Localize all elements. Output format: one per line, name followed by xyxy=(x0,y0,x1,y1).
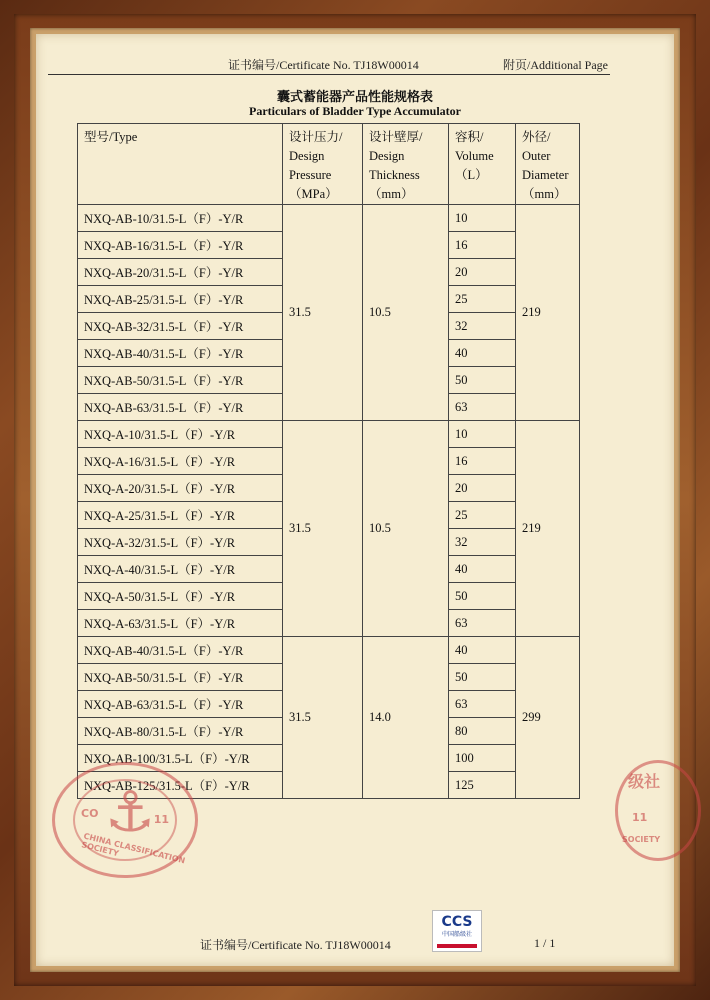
volume-cell: 50 xyxy=(449,583,516,610)
accumulator-spec-table xyxy=(77,123,580,799)
volume-cell: 25 xyxy=(449,502,516,529)
thickness-cell: 14.0 xyxy=(363,637,449,799)
diameter-cell: 219 xyxy=(516,421,580,637)
ccs-seal-stamp xyxy=(52,762,198,878)
model-cell: NXQ-AB-63/31.5-L（F）-Y/R xyxy=(78,691,283,718)
seal-ring-text: CHINA CLASSIFICATION SOCIETY xyxy=(80,831,187,866)
model-cell: NXQ-AB-63/31.5-L（F）-Y/R xyxy=(78,394,283,421)
ccs-logo xyxy=(432,910,482,952)
partial-seal-number: 11 xyxy=(632,811,648,824)
anchor-icon: ⚓ xyxy=(105,780,156,845)
column-header-volume: 容积/ Volume （L） xyxy=(449,124,516,205)
volume-cell: 40 xyxy=(449,340,516,367)
model-cell: NXQ-A-63/31.5-L（F）-Y/R xyxy=(78,610,283,637)
model-cell: NXQ-A-25/31.5-L（F）-Y/R xyxy=(78,502,283,529)
model-cell: NXQ-AB-40/31.5-L（F）-Y/R xyxy=(78,340,283,367)
seal-prefix: CO xyxy=(81,807,99,820)
volume-cell: 80 xyxy=(449,718,516,745)
header-additional-page: 附页/Additional Page xyxy=(503,58,608,72)
model-cell: NXQ-A-16/31.5-L（F）-Y/R xyxy=(78,448,283,475)
volume-cell: 10 xyxy=(449,421,516,448)
thickness-cell: 10.5 xyxy=(363,205,449,421)
volume-cell: 63 xyxy=(449,691,516,718)
volume-cell: 32 xyxy=(449,313,516,340)
volume-cell: 20 xyxy=(449,475,516,502)
column-header-pressure: 设计压力/ Design Pressure （MPa） xyxy=(283,124,363,205)
model-cell: NXQ-AB-20/31.5-L（F）-Y/R xyxy=(78,259,283,286)
volume-cell: 40 xyxy=(449,637,516,664)
model-cell: NXQ-AB-40/31.5-L（F）-Y/R xyxy=(78,637,283,664)
volume-cell: 16 xyxy=(449,448,516,475)
model-cell: NXQ-A-50/31.5-L（F）-Y/R xyxy=(78,583,283,610)
model-cell: NXQ-A-32/31.5-L（F）-Y/R xyxy=(78,529,283,556)
volume-cell: 16 xyxy=(449,232,516,259)
volume-cell: 125 xyxy=(449,772,516,799)
volume-cell: 63 xyxy=(449,610,516,637)
volume-cell: 40 xyxy=(449,556,516,583)
model-cell: NXQ-AB-25/31.5-L（F）-Y/R xyxy=(78,286,283,313)
diameter-cell: 299 xyxy=(516,637,580,799)
pressure-cell: 31.5 xyxy=(283,205,363,421)
ccs-logo-mark: CCS xyxy=(441,914,473,930)
column-header-thickness: 设计壁厚/ Design Thickness （mm） xyxy=(363,124,449,205)
model-cell: NXQ-AB-32/31.5-L（F）-Y/R xyxy=(78,313,283,340)
partial-seal-ring-text: SOCIETY xyxy=(622,835,661,844)
volume-cell: 32 xyxy=(449,529,516,556)
volume-cell: 50 xyxy=(449,367,516,394)
diameter-cell: 219 xyxy=(516,205,580,421)
ccs-logo-subtitle: 中国船级社 xyxy=(441,931,472,938)
model-cell: NXQ-AB-50/31.5-L（F）-Y/R xyxy=(78,664,283,691)
thickness-cell: 10.5 xyxy=(363,421,449,637)
volume-cell: 20 xyxy=(449,259,516,286)
seal-number: 11 xyxy=(153,813,169,826)
volume-cell: 25 xyxy=(449,286,516,313)
table-row xyxy=(78,637,580,664)
model-cell: NXQ-A-40/31.5-L（F）-Y/R xyxy=(78,556,283,583)
ccs-logo-bar xyxy=(437,944,477,948)
model-cell: NXQ-A-20/31.5-L（F）-Y/R xyxy=(78,475,283,502)
footer-certificate-number: 证书编号/Certificate No. TJ18W00014 xyxy=(200,938,391,952)
column-header-type: 型号/Type xyxy=(78,124,283,205)
title-chinese: 囊式蓄能器产品性能规格表 xyxy=(276,89,433,104)
title-english: Particulars of Bladder Type Accumulator xyxy=(249,104,461,118)
page-header xyxy=(48,52,610,75)
model-cell: NXQ-AB-10/31.5-L（F）-Y/R xyxy=(78,205,283,232)
pressure-cell: 31.5 xyxy=(283,421,363,637)
model-cell: NXQ-AB-100/31.5-L（F）-Y/R xyxy=(78,745,283,772)
model-cell: NXQ-AB-16/31.5-L（F）-Y/R xyxy=(78,232,283,259)
pressure-cell: 31.5 xyxy=(283,637,363,799)
model-cell: NXQ-AB-125/31.5-L（F）-Y/R xyxy=(78,772,283,799)
volume-cell: 50 xyxy=(449,664,516,691)
model-cell: NXQ-AB-50/31.5-L（F）-Y/R xyxy=(78,367,283,394)
table-row xyxy=(78,421,580,448)
model-cell: NXQ-A-10/31.5-L（F）-Y/R xyxy=(78,421,283,448)
model-cell: NXQ-AB-80/31.5-L（F）-Y/R xyxy=(78,718,283,745)
table-row xyxy=(78,205,580,232)
volume-cell: 63 xyxy=(449,394,516,421)
header-certificate-number: 证书编号/Certificate No. TJ18W00014 xyxy=(228,58,419,72)
volume-cell: 100 xyxy=(449,745,516,772)
volume-cell: 10 xyxy=(449,205,516,232)
footer-page-number: 1 / 1 xyxy=(534,936,556,950)
partial-seal-stamp xyxy=(615,760,701,861)
partial-seal-text: 级社 xyxy=(628,772,661,791)
column-header-diameter: 外径/ Outer Diameter （mm） xyxy=(516,124,580,205)
